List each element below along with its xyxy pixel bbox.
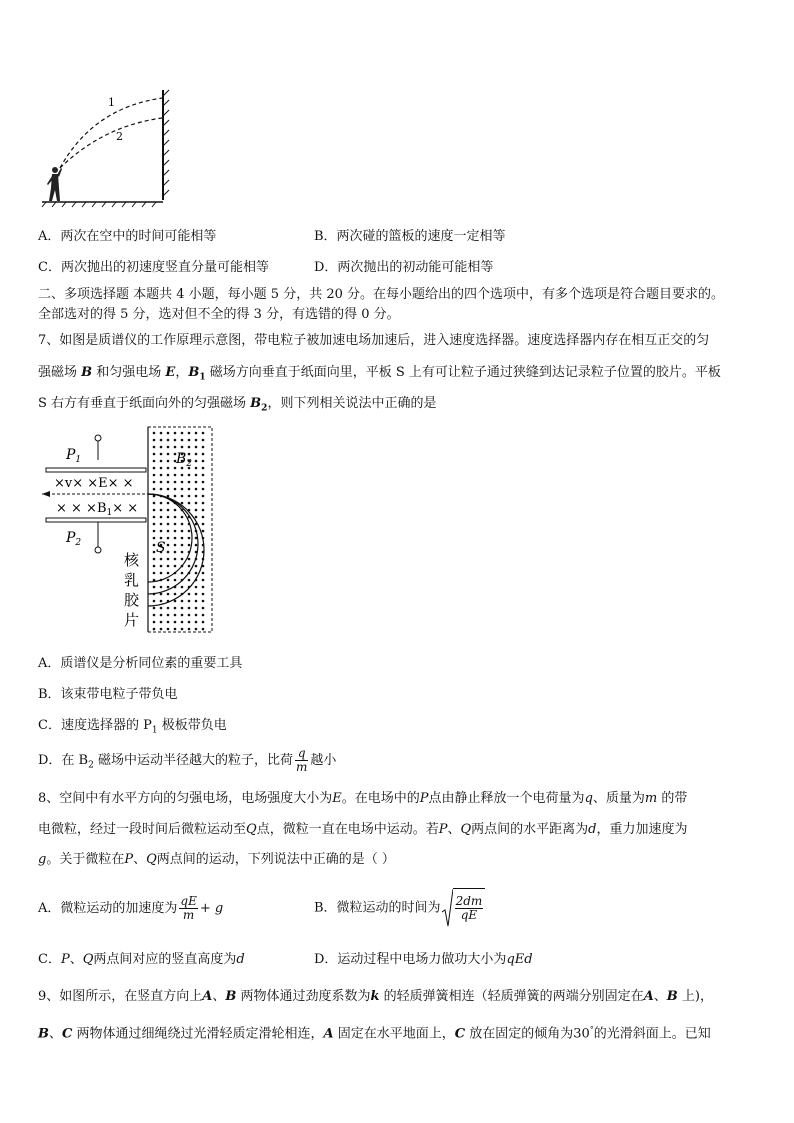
field-b2-label: $B_2$ <box>176 451 193 469</box>
film-label-char3: 胶 <box>124 591 140 609</box>
section2-heading: 二、多项选择题 本题共 4 小题，每小题 5 分，共 20 分。在每小题给出的四个选项中，有多个选项是符合题目要求的。 <box>38 287 725 302</box>
time-sqrt-expression: $\frac{2dm}{qE}$ <box>441 888 486 928</box>
slit-s-label: S <box>156 540 166 556</box>
trajectory-label-2: 2 <box>116 130 123 143</box>
q7-option-a[interactable]: A．质谱仪是分析同位素的重要工具 <box>38 656 243 671</box>
plate-p2-label: $P_2$ <box>66 530 82 548</box>
q6-option-b[interactable]: B．两次碰的篮板的速度一定相等 <box>314 229 506 244</box>
plate-p1-label: $P_1$ <box>66 447 82 465</box>
q6-option-d[interactable]: D．两次抛出的初动能可能相等 <box>314 260 494 275</box>
trajectory-label-1: 1 <box>108 96 115 109</box>
section2-scoring: 全部选对的得 5 分，选对但不全的得 3 分，有选错的得 0 分。 <box>38 307 400 322</box>
q7-stem-line3: S 右方有垂直于纸面向外的匀强磁场 $B_2$，则下列相关说法中正确的是 <box>38 396 437 414</box>
q7-option-b[interactable]: B．该束带电粒子带负电 <box>38 687 178 702</box>
q8-stem-line2: 电微粒，经过一段时间后微粒运动至Q点，微粒一直在电场中运动。若P、Q两点间的水平距离为d，重力加速度为 <box>38 822 688 837</box>
q6-option-c[interactable]: C．两次抛出的初速度竖直分量可能相等 <box>38 260 269 275</box>
selector-row-top: ×v× ×E× × <box>54 476 134 491</box>
q8-stem-line3: g。关于微粒在P、Q两点间的运动，下列说法中正确的是（ ） <box>38 852 395 867</box>
charge-mass-ratio: $\frac{q}{m}$ <box>295 746 308 774</box>
q9-stem-line1: 9、如图所示，在竖直方向上A、B 两物体通过劲度系数为k 的轻质弹簧相连（轻质弹簧的两端分别固定在A、B 上)， <box>38 989 714 1004</box>
q6-option-a[interactable]: A．两次在空中的时间可能相等 <box>38 229 217 244</box>
q7-stem-line1: 7、如图是质谱仪的工作原理示意图，带电粒子被加速电场加速后，进入速度选择器。速度选择器内存在相互正交的匀 <box>38 333 710 348</box>
film-label-char1: 核 <box>124 551 140 569</box>
q8-stem-line1: 8、空间中有水平方向的匀强电场，电场强度大小为E。在电场中的P点由静止释放一个电荷量为q、质量为m 的带 <box>38 791 688 806</box>
q9-stem-line2: B、C 两物体通过细绳绕过光滑轻质定滑轮相连，A 固定在水平地面上，C 放在固定的倾角为30°的光滑斜面上。已知 <box>38 1025 711 1042</box>
q7-option-c[interactable]: C．速度选择器的 $P_1$ 极板带负电 <box>38 718 227 736</box>
film-label-char4: 片 <box>124 611 140 629</box>
basketball-throw-figure <box>38 88 178 213</box>
film-label-char2: 乳 <box>124 571 140 589</box>
acceleration-fraction: $\frac{qE}{m}$ <box>180 894 197 922</box>
q7-option-d[interactable]: D．在 $B_2$ 磁场中运动半径越大的粒子，比荷 $\frac{q}{m}$ 越小 <box>38 746 337 774</box>
q8-option-c[interactable]: C．P、Q两点间对应的竖直高度为d <box>38 952 245 967</box>
q8-option-b[interactable]: B．微粒运动的时间为 $\frac{2dm}{qE}$ <box>314 888 485 928</box>
selector-row-bottom: × × $\times B_1\times$ × <box>56 501 139 518</box>
q8-option-a[interactable]: A．微粒运动的加速度为 $\frac{qE}{m}$ + g <box>38 894 224 922</box>
mass-spectrometer-figure <box>38 425 218 640</box>
q7-stem-line2: 强磁场 B 和匀强电场 E，$B_1$ 磁场方向垂直于纸面向里，平板 S 上有可让粒子通过狭缝到达记录粒子位置的胶片。平板 <box>38 365 721 383</box>
q8-option-d[interactable]: D．运动过程中电场力做功大小为qEd <box>314 952 533 967</box>
